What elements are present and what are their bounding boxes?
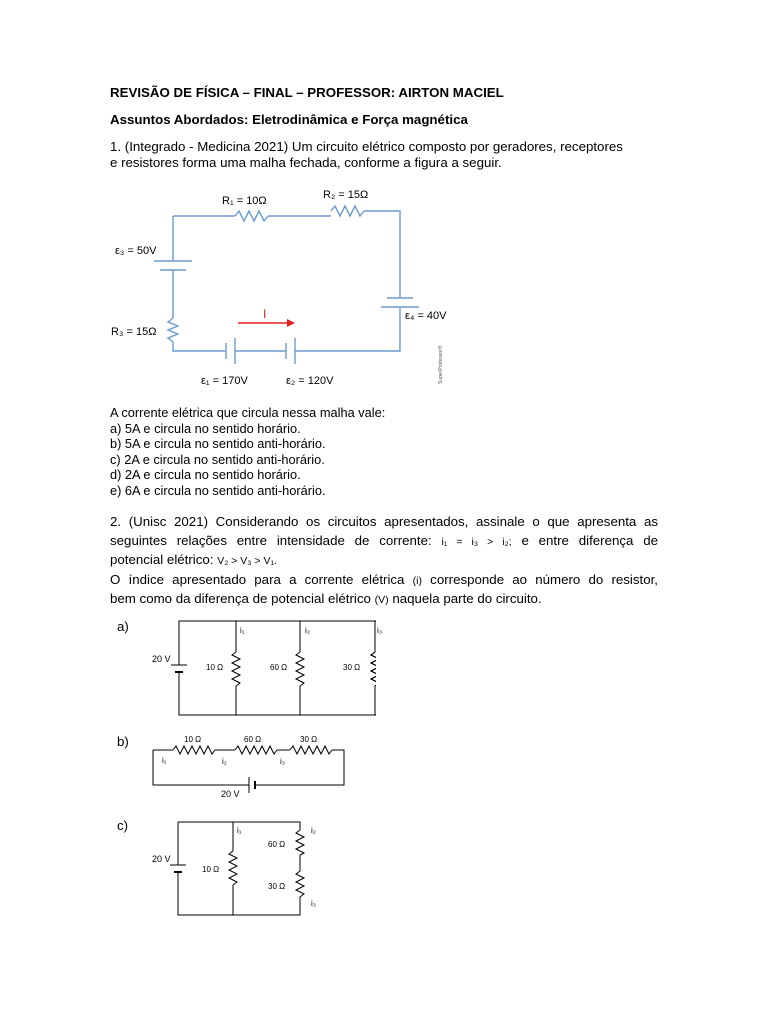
q1-resistor-r2 (331, 206, 364, 216)
q2b-label-i3: i₃ (280, 757, 286, 766)
q1-options (110, 405, 385, 499)
q2b-resistor-10 (173, 746, 215, 754)
q1-circuit-wires (154, 206, 419, 364)
q1-circuit-diagram (105, 180, 455, 395)
q2-current-relation: i₁ = i₃ > i₂; (441, 535, 512, 548)
q1-label-e4: ε₄ = 40V (405, 310, 447, 322)
q2-statement (110, 513, 658, 610)
q2c-resistor-10 (229, 851, 237, 885)
q2-line2: seguintes relações entre intensidade de corrente: i₁ = i₃ > i₂; e entre diferença de (110, 532, 658, 548)
q1-label-r2: R₂ = 15Ω (323, 189, 369, 201)
q2-option-c-label: c) (117, 818, 129, 833)
q2c-label-i3: i₃ (311, 899, 317, 908)
q2-voltage-relation: V₂ > V₃ > V₁. (217, 555, 277, 567)
q2-option-a-label: a) (117, 619, 129, 634)
q2c-voltage: 20 V (152, 854, 171, 864)
q2a-resistor-60 (296, 652, 304, 686)
q2b-resistor-60 (235, 746, 277, 754)
q2-circuit-a (148, 614, 393, 719)
q1-option-d: d) 2A e circula no sentido horário. (110, 467, 301, 483)
q2b-label-i1: i₁ (162, 756, 167, 765)
q2-symbol-v: (V) (374, 594, 389, 606)
q2-line4: O índice apresentado para a corrente elétrica (i) corresponde ao número do resistor, (110, 571, 659, 587)
q2-line5: bem como da diferença de potencial elétrico (V) naquela parte do circuito. (110, 591, 542, 606)
q2-line3: potencial elétrico: V₂ > V₃ > V₁. (110, 552, 277, 567)
q2-symbol-i: (i) (412, 574, 422, 587)
q1-line2: e resistores forma uma malha fechada, conforme a figura a seguir. (110, 155, 502, 170)
q2c-label-r3: 30 Ω (268, 882, 286, 891)
q1-label-r1: R₁ = 10Ω (222, 195, 267, 207)
q1-number: 1 (110, 139, 118, 154)
q1-line1: . (Integrado - Medicina 2021) Um circuito elétrico composto por geradores, receptores (117, 139, 623, 154)
q2b-resistor-30 (290, 746, 332, 754)
q2a-label-i1: i₁ (240, 626, 245, 635)
q1-resistor-r3 (168, 318, 178, 342)
page-subtitle: Assuntos Abordados: Eletrodinâmica e Força magnética (110, 112, 468, 127)
q2c-label-i2: i₂ (311, 826, 316, 835)
q2a-label-i3: i₃ (377, 626, 383, 635)
q2a-resistor-10 (232, 652, 240, 686)
q1-label-r3: R₃ = 15Ω (111, 326, 157, 338)
q1-label-e2: ε₂ = 120V (286, 375, 334, 387)
q1-question: A corrente elétrica que circula nessa malha vale: (110, 405, 386, 420)
q2b-label-r1: 10 Ω (184, 735, 202, 744)
q1-current-label: I (263, 307, 267, 321)
q1-resistor-r1 (235, 211, 268, 221)
q2-number: 2 (110, 514, 118, 529)
q1-label-e1: ε₁ = 170V (201, 375, 248, 387)
q2a-label-i2: i₂ (305, 626, 310, 635)
q2c-label-r2: 60 Ω (268, 840, 286, 849)
q2c-label-i1: i₁ (237, 826, 242, 835)
q1-option-a: a) 5A e circula no sentido horário. (110, 420, 301, 436)
q2b-label-r3: 30 Ω (300, 735, 318, 744)
q1-watermark: SuperProfessor® (438, 345, 444, 384)
q1-option-c: c) 2A e circula no sentido anti-horário. (110, 451, 325, 467)
q2a-label-r3: 30 Ω (343, 663, 361, 672)
q2c-resistor-30 (296, 871, 304, 897)
q1-statement (110, 139, 623, 171)
q2-circuit-c (148, 815, 328, 920)
q2-line1: 2. (Unisc 2021) Considerando os circuitos apresentados, assinale o que apresenta as (110, 514, 658, 529)
q2a-voltage: 20 V (152, 654, 171, 664)
q2a-label-r2: 60 Ω (270, 663, 288, 672)
q1-option-e: e) 6A e circula no sentido anti-horário. (110, 482, 326, 498)
q1-label-e3: ε₃ = 50V (115, 245, 157, 257)
q2-option-b-label: b) (117, 734, 129, 749)
q1-current-arrow (238, 319, 295, 327)
q2c-resistor-60 (296, 830, 304, 855)
q2c-label-r1: 10 Ω (202, 865, 220, 874)
page-title: REVISÃO DE FÍSICA – FINAL – PROFESSOR: AIRTON MACIEL (110, 85, 504, 100)
q2a-label-r1: 10 Ω (206, 663, 224, 672)
q2b-label-i2: i₂ (222, 757, 227, 766)
q2-circuit-b (148, 730, 353, 805)
q1-option-b: b) 5A e circula no sentido anti-horário. (110, 436, 326, 452)
q2b-label-r2: 60 Ω (244, 735, 262, 744)
q2b-voltage: 20 V (221, 789, 240, 799)
